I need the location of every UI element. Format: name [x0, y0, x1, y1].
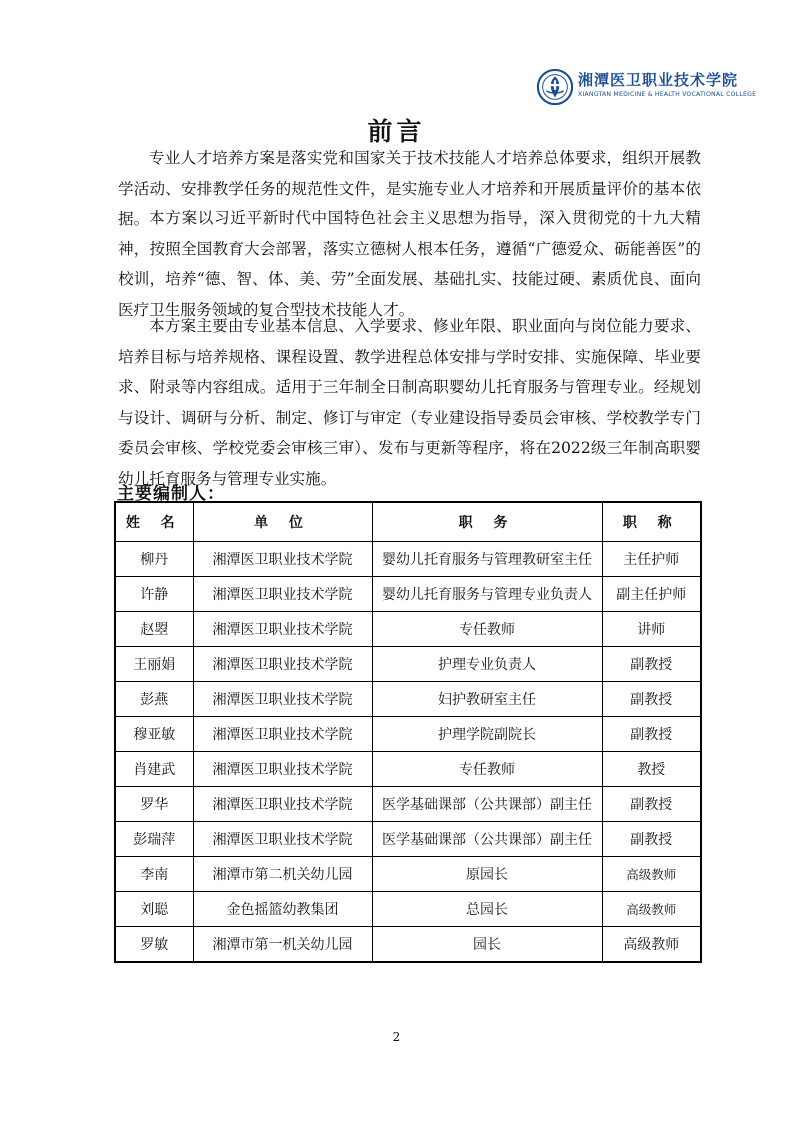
- table-row: [115, 647, 701, 682]
- page-title: 前言: [367, 117, 426, 146]
- cell-position: 婴幼儿托育服务与管理专业负责人: [372, 577, 602, 612]
- college-name-cn: 湘潭医卫职业技术学院: [578, 71, 739, 89]
- table-row: [115, 927, 701, 963]
- cell-name: 罗敏: [115, 927, 193, 963]
- cell-title: 副教授: [602, 647, 701, 682]
- header-title: 职 称: [602, 502, 701, 542]
- cell-unit: 湘潭医卫职业技术学院: [193, 822, 372, 857]
- cell-position: 专任教师: [372, 752, 602, 787]
- cell-unit: 湘潭市第一机关幼儿园: [193, 927, 372, 963]
- cell-title: 教授: [602, 752, 701, 787]
- cell-position: 婴幼儿托育服务与管理教研室主任: [372, 542, 602, 577]
- cell-unit: 湘潭医卫职业技术学院: [193, 612, 372, 647]
- table-row: [115, 542, 701, 577]
- cell-title: 高级教师: [602, 857, 701, 892]
- cell-title: 副教授: [602, 822, 701, 857]
- cell-name: 李南: [115, 857, 193, 892]
- table-row: [115, 682, 701, 717]
- cell-position: 原园长: [372, 857, 602, 892]
- table-row: [115, 787, 701, 822]
- cell-position: 医学基础课部（公共课部）副主任: [372, 822, 602, 857]
- cell-title: 副教授: [602, 717, 701, 752]
- cell-title: 副教授: [602, 787, 701, 822]
- cell-unit: 湘潭医卫职业技术学院: [193, 752, 372, 787]
- cell-name: 柳丹: [115, 542, 193, 577]
- cell-position: 护理学院副院长: [372, 717, 602, 752]
- table-row: [115, 752, 701, 787]
- table-row: [115, 612, 701, 647]
- page-number: 2: [392, 1030, 401, 1044]
- cell-name: 彭瑞萍: [115, 822, 193, 857]
- cell-position: 妇护教研室主任: [372, 682, 602, 717]
- cell-position: 总园长: [372, 892, 602, 927]
- editors-section-label: 主要编制人：: [117, 484, 225, 504]
- cell-unit: 金色摇篮幼教集团: [193, 892, 372, 927]
- cell-name: 许静: [115, 577, 193, 612]
- table-row: [115, 577, 701, 612]
- cell-unit: 湘潭市第二机关幼儿园: [193, 857, 372, 892]
- cell-unit: 湘潭医卫职业技术学院: [193, 787, 372, 822]
- cell-name: 罗华: [115, 787, 193, 822]
- college-name-en: XIANGTAN MEDICINE & HEALTH VOCATIONAL COLLEGE: [578, 91, 757, 98]
- cell-position: 园长: [372, 927, 602, 963]
- paragraph: 本方案主要由专业基本信息、入学要求、修业年限、职业面向与岗位能力要求、培养目标与培养规格、课程设置、教学进程总体安排与学时安排、实施保障、毕业要求、附录等内容组成。适用于三年制全日制高职婴幼儿托育服务与管理专业。经规划与设计、调研与分析、制定、修订与审定（专业建设指导委员会审核、学校教学专门委员会审核、学校党委会审核三审）、发布与更新等程序，将在2022级三年制高职婴幼儿托育服务与管理专业实施。: [118, 317, 701, 488]
- cell-unit: 湘潭医卫职业技术学院: [193, 717, 372, 752]
- cell-name: 刘聪: [115, 892, 193, 927]
- cell-name: 穆亚敏: [115, 717, 193, 752]
- cell-title: 高级教师: [602, 892, 701, 927]
- paragraph: 专业人才培养方案是落实党和国家关于技术技能人才培养总体要求，组织开展教学活动、安排教学任务的规范性文件，是实施专业人才培养和开展质量评价的基本依据。: [118, 149, 701, 229]
- cell-name: 彭燕: [115, 682, 193, 717]
- cell-position: 护理专业负责人: [372, 647, 602, 682]
- college-emblem-icon: [536, 68, 574, 106]
- table-row: [115, 892, 701, 927]
- cell-unit: 湘潭医卫职业技术学院: [193, 577, 372, 612]
- cell-unit: 湘潭医卫职业技术学院: [193, 647, 372, 682]
- cell-position: 医学基础课部（公共课部）副主任: [372, 787, 602, 822]
- table-row: [115, 822, 701, 857]
- header-unit: 单 位: [193, 502, 372, 542]
- cell-name: 赵曌: [115, 612, 193, 647]
- table-row: [115, 717, 701, 752]
- cell-title: 讲师: [602, 612, 701, 647]
- editors-table: [114, 501, 702, 963]
- cell-unit: 湘潭医卫职业技术学院: [193, 542, 372, 577]
- header-position: 职 务: [372, 502, 602, 542]
- college-logo: [536, 66, 757, 112]
- cell-name: 王丽娟: [115, 647, 193, 682]
- table-header-row: [115, 502, 701, 542]
- table-row: [115, 857, 701, 892]
- cell-unit: 湘潭医卫职业技术学院: [193, 682, 372, 717]
- cell-title: 副主任护师: [602, 577, 701, 612]
- cell-name: 肖建武: [115, 752, 193, 787]
- cell-title: 高级教师: [602, 927, 701, 963]
- cell-position: 专任教师: [372, 612, 602, 647]
- paragraph: 本方案以习近平新时代中国特色社会主义思想为指导，深入贯彻党的十九大精神，按照全国教育大会部署，落实立德树人根本任务，遵循“广德爱众、砺能善医”的校训，培养“德、智、体、美、劳”全面发展、基础扎实、技能过硬、素质优良、面向医疗卫生服务领域的复合型技术技能人才。: [118, 209, 701, 319]
- cell-title: 副教授: [602, 682, 701, 717]
- header-name: 姓 名: [115, 502, 193, 542]
- cell-title: 主任护师: [602, 542, 701, 577]
